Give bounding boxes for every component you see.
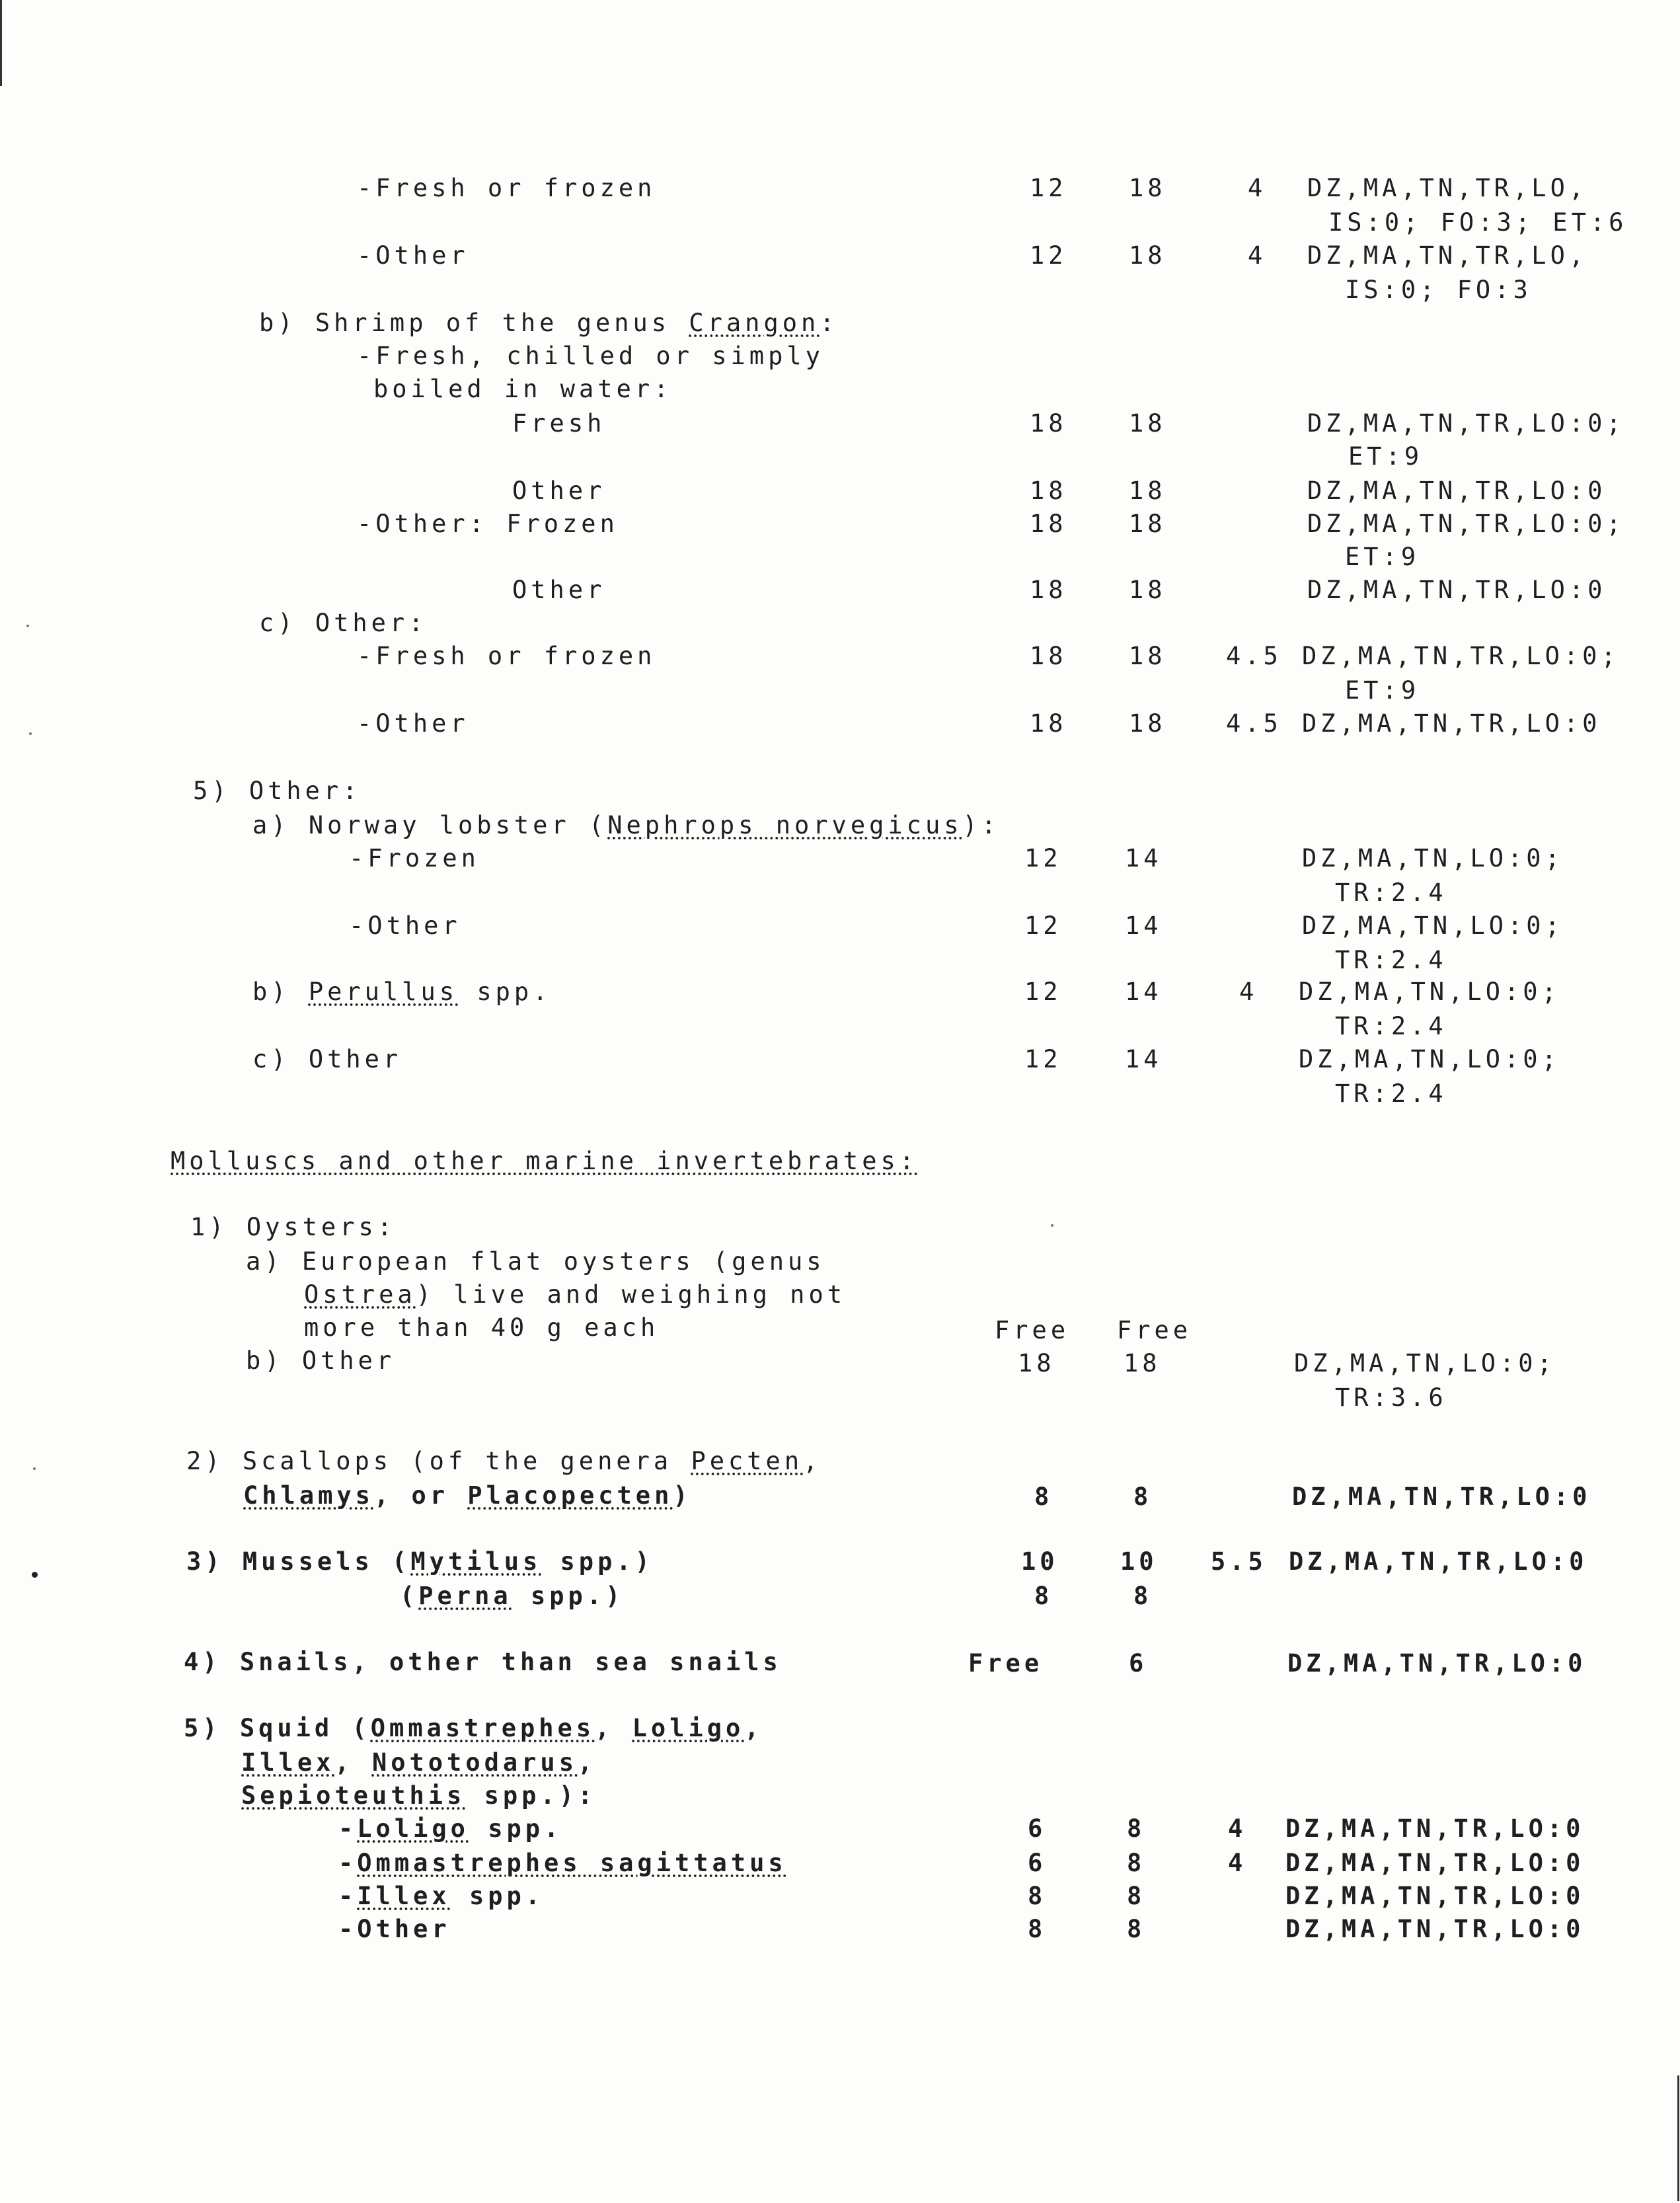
row-label: b) Other (246, 1346, 396, 1375)
rate-col-2: 18 (1129, 709, 1166, 738)
row-label: -Other (338, 1915, 451, 1943)
row-label: -Fresh or frozen (357, 174, 656, 202)
rate-col-2: Free (1117, 1316, 1192, 1344)
row-label: boiled in water: (373, 375, 673, 403)
rate-col-2: 14 (1125, 1045, 1163, 1073)
row-label: Fresh (512, 409, 606, 438)
row-label: b) Shrimp of the genus Crangon: (259, 309, 839, 337)
row-label: Other (512, 477, 606, 505)
rate-col-2: 8 (1127, 1882, 1146, 1910)
rate-col-1: 18 (1030, 510, 1067, 538)
row-label: c) Other (252, 1045, 402, 1073)
row-label: Illex, Nototodarus, (241, 1748, 597, 1777)
rate-col-1: 8 (1034, 1582, 1053, 1610)
rate-col-1: 6 (1028, 1849, 1047, 1877)
row-label: a) European flat oysters (genus (246, 1247, 825, 1276)
countries-col: DZ,MA,TN,LO:0; (1294, 1349, 1556, 1377)
countries-col: DZ,MA,TN,TR,LO, (1307, 174, 1588, 202)
countries-col: DZ,MA,TN,TR,LO:0 (1287, 1649, 1587, 1678)
countries-col: DZ,MA,TN,TR,LO:0 (1285, 1814, 1585, 1843)
rate-col-2: 14 (1125, 978, 1163, 1006)
rate-col-2: 6 (1129, 1649, 1148, 1678)
row-label: -Loligo spp. (338, 1814, 563, 1843)
countries-col: DZ,MA,TN,TR,LO:0; (1302, 642, 1620, 670)
countries-col: DZ,MA,TN,LO:0; (1302, 844, 1564, 872)
row-label: (Perna spp.) (400, 1582, 625, 1610)
rate-col-3: 4 (1228, 1849, 1247, 1877)
rate-col-2: 18 (1129, 409, 1166, 438)
rate-col-1: Free (968, 1649, 1044, 1678)
rate-col-1: 18 (1030, 642, 1067, 670)
row-label: more than 40 g each (304, 1313, 660, 1342)
countries-col: DZ,MA,TN,TR,LO:0 (1307, 477, 1607, 505)
row-label: -Frozen (349, 844, 480, 872)
rate-col-3: 4 (1248, 241, 1267, 270)
countries-col-cont: ET:9 (1345, 676, 1420, 705)
countries-col-cont: TR:2.4 (1335, 946, 1447, 974)
row-label: -Illex spp. (338, 1882, 545, 1910)
row-label: 3) Mussels (Mytilus spp.) (186, 1547, 654, 1576)
rate-col-2: 14 (1125, 911, 1163, 940)
rate-col-2: 18 (1129, 576, 1166, 604)
rate-col-2: 18 (1129, 642, 1166, 670)
rate-col-1: 6 (1028, 1814, 1047, 1843)
countries-col: DZ,MA,TN,LO:0; (1302, 911, 1564, 940)
rate-col-1: 12 (1024, 911, 1062, 940)
rate-col-3: 4 (1239, 978, 1258, 1006)
rate-col-2: 8 (1133, 1483, 1153, 1511)
row-label: Chlamys, or Placopecten) (243, 1481, 692, 1510)
row-label: c) Other: (259, 609, 428, 637)
countries-col: DZ,MA,TN,TR,LO:0 (1289, 1547, 1588, 1576)
countries-col: DZ,MA,TN,TR,LO:0 (1307, 576, 1607, 604)
countries-col-cont: IS:0; FO:3 (1345, 276, 1532, 304)
scan-edge-mark-left (0, 0, 2, 86)
rate-col-1: Free (995, 1316, 1070, 1344)
row-label: 1) Oysters: (190, 1213, 397, 1241)
countries-col: DZ,MA,TN,TR,LO:0; (1307, 409, 1625, 438)
rate-col-2: 18 (1129, 241, 1166, 270)
row-label: 2) Scallops (of the genera Pecten, (186, 1447, 822, 1475)
row-label: 4) Snails, other than sea snails (184, 1648, 782, 1676)
scan-speck (32, 1572, 38, 1578)
rate-col-3: 4 (1248, 174, 1267, 202)
rate-col-2: 14 (1125, 844, 1163, 872)
rate-col-2: 18 (1129, 477, 1166, 505)
scan-speck (33, 1467, 36, 1470)
rate-col-2: 8 (1133, 1582, 1153, 1610)
row-label: -Other (349, 911, 461, 940)
countries-col: DZ,MA,TN,TR,LO:0 (1285, 1882, 1585, 1910)
scan-speck (26, 625, 29, 627)
countries-col-cont: ET:9 (1348, 442, 1424, 471)
row-label: Ostrea) live and weighing not (304, 1280, 847, 1309)
countries-col-cont: TR:2.4 (1335, 1079, 1447, 1108)
row-label: -Ommastrephes sagittatus (338, 1849, 787, 1877)
rate-col-3: 4.5 (1226, 642, 1282, 670)
rate-col-3: 4.5 (1226, 709, 1282, 738)
row-label: Sepioteuthis spp.): (241, 1781, 597, 1810)
row-label: -Other (357, 241, 469, 270)
rate-col-2: 18 (1129, 510, 1166, 538)
rate-col-2: 8 (1127, 1849, 1146, 1877)
rate-col-2: 8 (1127, 1915, 1146, 1943)
row-label: -Other (357, 709, 469, 738)
rate-col-1: 12 (1030, 241, 1067, 270)
rate-col-1: 10 (1021, 1547, 1059, 1576)
countries-col: DZ,MA,TN,TR,LO:0; (1307, 510, 1625, 538)
countries-col-cont: ET:9 (1345, 543, 1420, 571)
section-heading: 5) Other: (193, 777, 362, 805)
rate-col-2: 18 (1129, 174, 1166, 202)
countries-col: DZ,MA,TN,TR,LO, (1307, 241, 1588, 270)
rate-col-3: 4 (1228, 1814, 1247, 1843)
rate-col-1: 18 (1030, 709, 1067, 738)
rate-col-3: 5.5 (1211, 1547, 1267, 1576)
rate-col-1: 8 (1028, 1915, 1047, 1943)
countries-col-cont: TR:2.4 (1335, 878, 1447, 907)
row-label: -Fresh, chilled or simply (357, 342, 824, 370)
rate-col-1: 12 (1030, 174, 1067, 202)
rate-col-1: 12 (1024, 978, 1062, 1006)
rate-col-2: 10 (1120, 1547, 1158, 1576)
rate-col-2: 18 (1124, 1349, 1161, 1377)
rate-col-1: 18 (1018, 1349, 1055, 1377)
scan-speck (29, 732, 32, 735)
rate-col-1: 18 (1030, 477, 1067, 505)
rate-col-1: 8 (1034, 1483, 1053, 1511)
countries-col: DZ,MA,TN,LO:0; (1299, 978, 1560, 1006)
rate-col-1: 18 (1030, 576, 1067, 604)
rate-col-1: 12 (1024, 1045, 1062, 1073)
countries-col-cont: IS:0; FO:3; ET:6 (1328, 208, 1628, 237)
rate-col-1: 18 (1030, 409, 1067, 438)
countries-col: DZ,MA,TN,TR,LO:0 (1292, 1483, 1591, 1511)
row-label: 5) Squid (Ommastrephes, Loligo, (184, 1714, 763, 1742)
row-label: Other (512, 576, 606, 604)
countries-col-cont: TR:3.6 (1335, 1383, 1447, 1412)
scan-speck (1051, 1224, 1053, 1227)
section-heading: Molluscs and other marine invertebrates: (171, 1147, 919, 1175)
scan-edge-mark-right (1677, 2075, 1679, 2201)
rate-col-2: 8 (1127, 1814, 1146, 1843)
countries-col: DZ,MA,TN,TR,LO:0 (1302, 709, 1601, 738)
row-label: a) Norway lobster (Nephrops norvegicus): (252, 811, 1001, 839)
rate-col-1: 8 (1028, 1882, 1047, 1910)
row-label: -Fresh or frozen (357, 642, 656, 670)
countries-col: DZ,MA,TN,LO:0; (1299, 1045, 1560, 1073)
countries-col: DZ,MA,TN,TR,LO:0 (1285, 1849, 1585, 1877)
countries-col: DZ,MA,TN,TR,LO:0 (1285, 1915, 1585, 1943)
countries-col-cont: TR:2.4 (1335, 1012, 1447, 1040)
row-label: b) Perullus spp. (252, 978, 552, 1006)
row-label: -Other: Frozen (357, 510, 619, 538)
rate-col-1: 12 (1024, 844, 1062, 872)
